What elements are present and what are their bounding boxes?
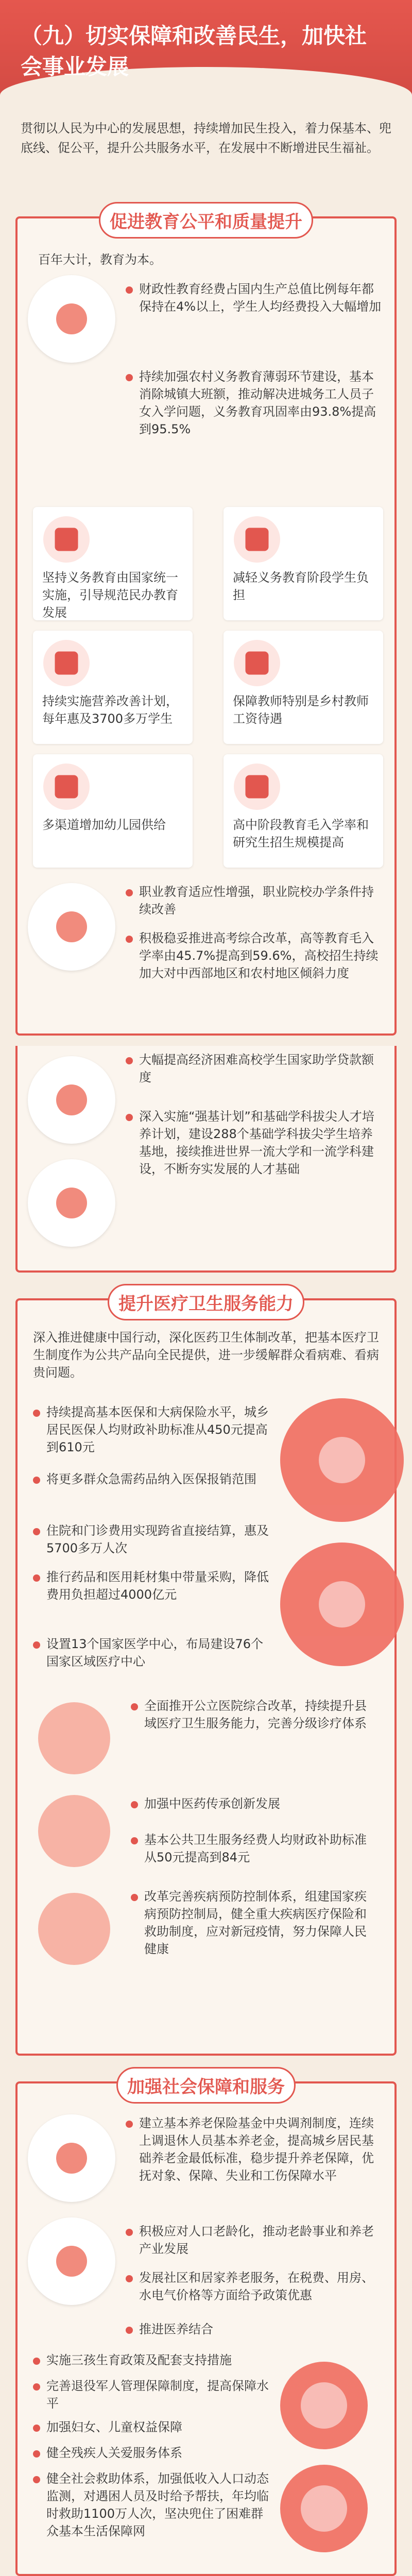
section-title: 提升医疗卫生服务能力	[108, 1284, 304, 1320]
list-item: 大幅提高经济困难高校学生国家助学贷款额度	[126, 1051, 383, 1086]
section-title: 促进教育公平和质量提升	[99, 202, 313, 239]
list-item: 持续加强农村义务教育薄弱环节建设，基本消除城镇大班额，推动解决进城务工人员子女入学问题，义务教育巩固率由93.8%提高到95.5%	[126, 368, 383, 438]
bullet-icon	[126, 374, 133, 381]
list-item: 健全社会救助体系，加强低收入人口动态监测，对遇困人员及时给予帮扶，年均临时救助1100万人次，坚决兜住了困难群众基本生活保障网	[33, 2470, 275, 2540]
list-item: 加强妇女、儿童权益保障	[33, 2418, 275, 2436]
child-icon	[43, 764, 90, 810]
bullet-icon	[126, 1114, 133, 1121]
education-medal-icon	[28, 275, 115, 363]
bullet-icon	[33, 2450, 40, 2458]
section-health	[15, 1294, 397, 2056]
page-title: （九）切实保障和改善民生，加快社会事业发展	[21, 23, 367, 79]
bullet-icon	[33, 1477, 40, 1484]
list-item: 完善退役军人管理保障制度，提高保障水平	[33, 2377, 275, 2412]
list-item: 深入实施“强基计划”和基础学科拔尖人才培养计划，建设288个基础学科拔尖学生培养基地，接续推进世界一流大学和一流学科建设，不断夯实发展的人才基础	[126, 1108, 383, 1178]
bullet-icon	[126, 2121, 133, 2128]
bullet-icon	[126, 286, 133, 294]
section-education-cont	[15, 1046, 397, 1273]
list-item: 住院和门诊费用实现跨省直接结算，惠及5700多万人次	[33, 1522, 275, 1557]
shield-cross-icon	[38, 1893, 110, 1965]
herb-icon	[38, 1795, 110, 1867]
books-icon	[234, 516, 280, 563]
list-item: 积极应对人口老龄化，推动老龄事业和养老产业发展	[126, 2223, 383, 2258]
bullet-icon	[131, 1894, 138, 1901]
meal-icon	[43, 640, 90, 686]
bullet-icon	[33, 1641, 40, 1649]
family-care-icon	[28, 2114, 115, 2202]
pill-icon	[280, 1543, 404, 1666]
bullet-icon	[33, 2425, 40, 2432]
list-item: 健全残疾人关爱服务体系	[33, 2444, 275, 2462]
list-item: 职业教育适应性增强，职业院校办学条件持续改善	[126, 883, 383, 918]
bullet-icon	[126, 2275, 133, 2282]
edu-card: 减轻义务教育阶段学生负担	[224, 507, 383, 620]
list-item: 财政性教育经费占国内生产总值比例每年都保持在4%以上，学生人均经费投入大幅增加	[126, 280, 383, 315]
list-item: 推进医养结合	[126, 2320, 383, 2338]
pencil-icon	[234, 764, 280, 810]
helping-hands-icon	[280, 2465, 368, 2552]
section-quote: 百年大计，教育为本。	[38, 252, 162, 267]
bullet-icon	[126, 2327, 133, 2334]
list-item: 积极稳妥推进高考综合改革，高等教育毛入学率由45.7%提高到59.6%，高校招生持续加大对中西部地区和农村地区倾斜力度	[126, 929, 383, 982]
bullet-icon	[126, 889, 133, 896]
list-item: 将更多群众急需药品纳入医保报销范围	[33, 1470, 275, 1488]
edu-card: 多渠道增加幼儿园供给	[33, 754, 193, 868]
list-item: 持续提高基本医保和大病保险水平，城乡居民医保人均财政补助标准从450元提高到610元	[33, 1403, 275, 1456]
list-item: 加强中医药传承创新发展	[131, 1795, 378, 1812]
medical-card-icon	[280, 1398, 404, 1522]
loan-icon	[28, 1056, 115, 1144]
list-item: 全面推开公立医院综合改革，持续提升县域医疗卫生服务能力，完善分级诊疗体系	[131, 1697, 378, 1732]
veteran-icon	[280, 2362, 368, 2449]
list-item: 基本公共卫生服务经费人均财政补助标准从50元提高到84元	[131, 1831, 378, 1866]
edu-card: 坚持义务教育由国家统一实施，引导规范民办教育发展	[33, 507, 193, 620]
award-icon	[28, 1159, 115, 1247]
bullet-icon	[126, 936, 133, 943]
bullet-icon	[126, 1057, 133, 1064]
edu-card: 高中阶段教育毛入学率和研究生招生规模提高	[224, 754, 383, 868]
section-social	[15, 2077, 397, 2576]
elderly-icon	[28, 2217, 115, 2305]
bullet-icon	[126, 2229, 133, 2236]
graduation-cap-icon	[28, 883, 115, 971]
hospital-icon	[38, 1702, 110, 1774]
list-item: 建立基本养老保险基金中央调剂制度，连续上调退休人员基本养老金，提高城乡居民基础养老金最低标准，稳步提升养老保障，优抚对象、保障、失业和工伤保障水平	[126, 2114, 383, 2184]
bullet-icon	[33, 1574, 40, 1582]
list-item: 推行药品和医用耗材集中带量采购，降低费用负担超过4000亿元	[33, 1568, 275, 1603]
bullet-icon	[33, 1528, 40, 1535]
bullet-icon	[33, 2383, 40, 2391]
list-item: 发展社区和居家养老服务，在税费、用房、水电气价格等方面给予政策优惠	[126, 2269, 383, 2304]
intro-text: 贯彻以人民为中心的发展思想，持续增加民生投入，着力保基本、兜底线、促公平，提升公共服务水平，在发展中不断增进民生福祉。	[21, 121, 391, 155]
bullet-icon	[33, 2358, 40, 2365]
bullet-icon	[33, 2476, 40, 2483]
list-item: 改革完善疾病预防控制体系，组建国家疾病预防控制局，健全重大疾病医疗保险和救助制度，应对新冠疫情，努力保障人民健康	[131, 1888, 378, 1958]
section-title: 加强社会保障和服务	[116, 2067, 296, 2104]
bullet-icon	[33, 1410, 40, 1417]
school-icon	[43, 516, 90, 563]
bullet-icon	[131, 1801, 138, 1808]
teacher-icon	[234, 640, 280, 686]
edu-card: 保障教师特别是乡村教师工资待遇	[224, 631, 383, 744]
section-intro: 深入推进健康中国行动，深化医药卫生体制改革，把基本医疗卫生制度作为公共产品向全民提供，进一步缓解群众看病难、看病贵问题。	[33, 1330, 379, 1380]
bullet-icon	[131, 1837, 138, 1844]
section-education	[15, 212, 397, 1036]
edu-card: 持续实施营养改善计划，每年惠及3700多万学生	[33, 631, 193, 744]
bullet-icon	[131, 1703, 138, 1710]
list-item: 实施三孩生育政策及配套支持措施	[33, 2351, 275, 2369]
list-item: 设置13个国家医学中心，布局建设76个国家区域医疗中心	[33, 1635, 275, 1670]
